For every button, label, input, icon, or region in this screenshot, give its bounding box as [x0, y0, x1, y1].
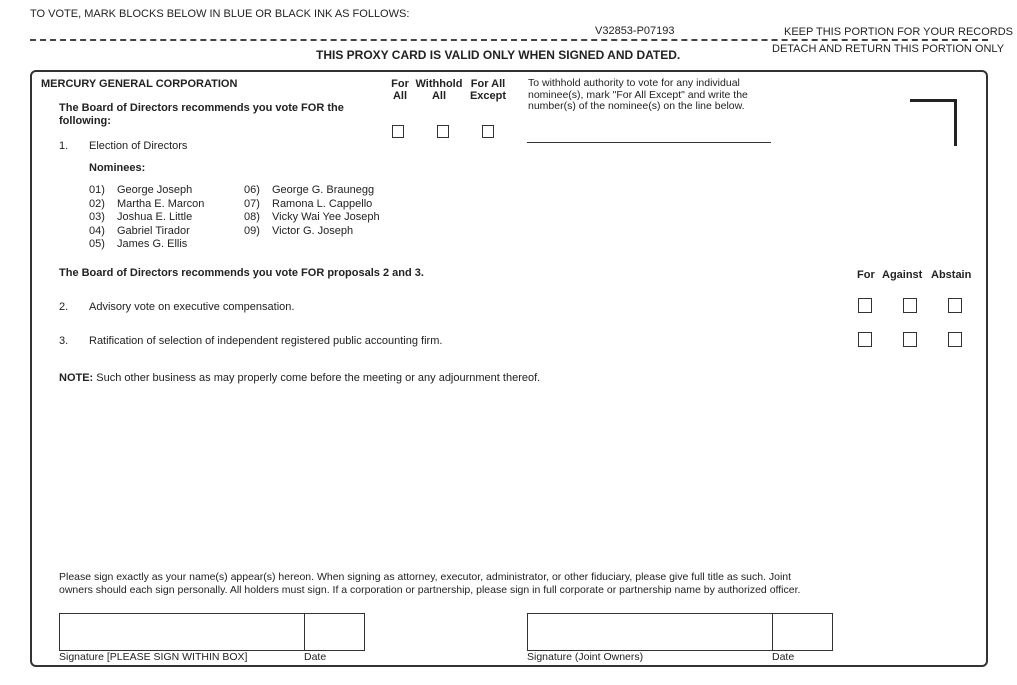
withhold-instruction [528, 78, 748, 113]
nominee-name: Joshua E. Little [117, 211, 193, 223]
joint-date-label: Date [772, 651, 795, 663]
nominee-name: Gabriel Tirador [117, 224, 190, 237]
detach-portion-text: DETACH AND RETURN THIS PORTION ONLY [772, 43, 1005, 55]
sign-instruction-line1: Please sign exactly as your name(s) appear(s) hereon. When signing as attorney, executor, administrator, or other fiduciary, please give full title as such. Joint [59, 571, 792, 583]
corner-registration-mark [910, 99, 957, 146]
nominee-item [89, 238, 204, 252]
nominee-num: 02) [89, 197, 105, 210]
detach-dashed-line [30, 39, 988, 41]
note-text: Such other business as may properly come before the meeting or any adjournment thereof. [96, 372, 541, 384]
nominee-num: 06) [244, 184, 260, 196]
proposal-3-label: Ratification of selection of independent registered public accounting firm. [89, 335, 443, 347]
col-withhold-line2: All [431, 90, 447, 102]
signature-label: Signature [PLEASE SIGN WITHIN BOX] [59, 651, 248, 663]
control-number: V32853-P07193 [595, 25, 675, 37]
nominee-item [244, 198, 380, 212]
nominees-heading: Nominees: [89, 162, 146, 174]
nominee-item [89, 211, 204, 225]
proposal-1-label: Election of Directors [89, 140, 188, 152]
proposal-2-for-checkbox[interactable] [858, 298, 872, 313]
except-nominee-line[interactable] [527, 142, 771, 143]
proposal-3-abstain-checkbox[interactable] [948, 332, 962, 347]
signature-box[interactable] [59, 613, 305, 651]
col-withhold-line1: Withhold [415, 78, 463, 90]
nominee-num: 03) [89, 211, 105, 223]
nominee-name: Victor G. Joseph [272, 224, 354, 237]
nominee-item [89, 225, 204, 239]
sign-instruction-line2: owners should each sign personally. All holders must sign. If a corporation or partnership, please sign in full corporate or partnership name by authorized officer. [59, 584, 801, 596]
nominee-item [244, 184, 380, 198]
nominee-name: Ramona L. Cappello [272, 197, 373, 210]
nominee-item [89, 198, 204, 212]
nominee-num: 04) [89, 224, 105, 237]
col-for-all-line1: For [391, 78, 409, 90]
nominee-item [244, 211, 380, 225]
proposal-3-against-checkbox[interactable] [903, 332, 917, 347]
nominee-item [244, 225, 380, 239]
proposal-3-number: 3. [59, 335, 69, 347]
col-for-all-line2: All [392, 90, 408, 102]
nominee-num: 09) [244, 224, 260, 237]
board-recommendation-1: The Board of Directors recommends you vote FOR the following: [59, 102, 344, 127]
validity-notice: THIS PROXY CARD IS VALID ONLY WHEN SIGNED AND DATED. [316, 48, 681, 62]
joint-signature-box[interactable] [527, 613, 773, 651]
withhold-instruction-line3: number(s) of the nominee(s) on the line below. [528, 100, 745, 112]
board-recommendation-2: The Board of Directors recommends you vote FOR proposals 2 and 3. [59, 267, 424, 279]
nominee-name: Vicky Wai Yee Joseph [272, 211, 380, 223]
nominee-num: 05) [89, 238, 105, 250]
nominee-num: 07) [244, 197, 260, 210]
nominee-name: George G. Braunegg [272, 184, 375, 196]
proposal-2-number: 2. [59, 301, 69, 313]
note [59, 372, 540, 384]
withhold-instruction-line2: nominee(s), mark "For All Except" and write the [528, 88, 748, 101]
col-abstain: Abstain [931, 269, 972, 281]
company-name: MERCURY GENERAL CORPORATION [41, 78, 238, 90]
col-for-all-except [466, 78, 510, 102]
checkbox-withhold-all[interactable] [437, 125, 449, 138]
col-for: For [857, 269, 875, 281]
sign-instructions [59, 571, 800, 597]
keep-portion-text: KEEP THIS PORTION FOR YOUR RECORDS [784, 26, 1014, 38]
joint-signature-label: Signature (Joint Owners) [527, 651, 644, 663]
proposal-2-against-checkbox[interactable] [903, 298, 917, 313]
nominee-name: Martha E. Marcon [117, 197, 205, 210]
proposal-2-abstain-checkbox[interactable] [948, 298, 962, 313]
proposal-2-label: Advisory vote on executive compensation. [89, 301, 295, 313]
nominees-left-list [89, 184, 204, 252]
checkbox-for-all[interactable] [392, 125, 404, 138]
col-withhold-all [413, 78, 465, 102]
proposal-1-number: 1. [59, 140, 69, 152]
nominee-name: James G. Ellis [117, 238, 188, 250]
withhold-instruction-line1: To withhold authority to vote for any individual [528, 77, 740, 89]
vote-instructions: TO VOTE, MARK BLOCKS BELOW IN BLUE OR BLACK INK AS FOLLOWS: [30, 8, 410, 20]
note-label: NOTE: [59, 372, 94, 384]
col-except-line1: For All [470, 78, 506, 90]
nominee-num: 01) [89, 184, 105, 196]
joint-date-box[interactable] [772, 613, 833, 651]
nominee-item [89, 184, 204, 198]
date-label: Date [304, 651, 327, 663]
date-box[interactable] [304, 613, 365, 651]
proposal-3-for-checkbox[interactable] [858, 332, 872, 347]
checkbox-for-all-except[interactable] [482, 125, 494, 138]
proxy-card [30, 70, 988, 667]
nominees-right-list [244, 184, 380, 238]
col-against: Against [882, 269, 923, 281]
col-except-line2: Except [469, 90, 507, 102]
nominee-num: 08) [244, 211, 260, 223]
col-for-all [389, 78, 411, 102]
nominee-name: George Joseph [117, 184, 193, 196]
